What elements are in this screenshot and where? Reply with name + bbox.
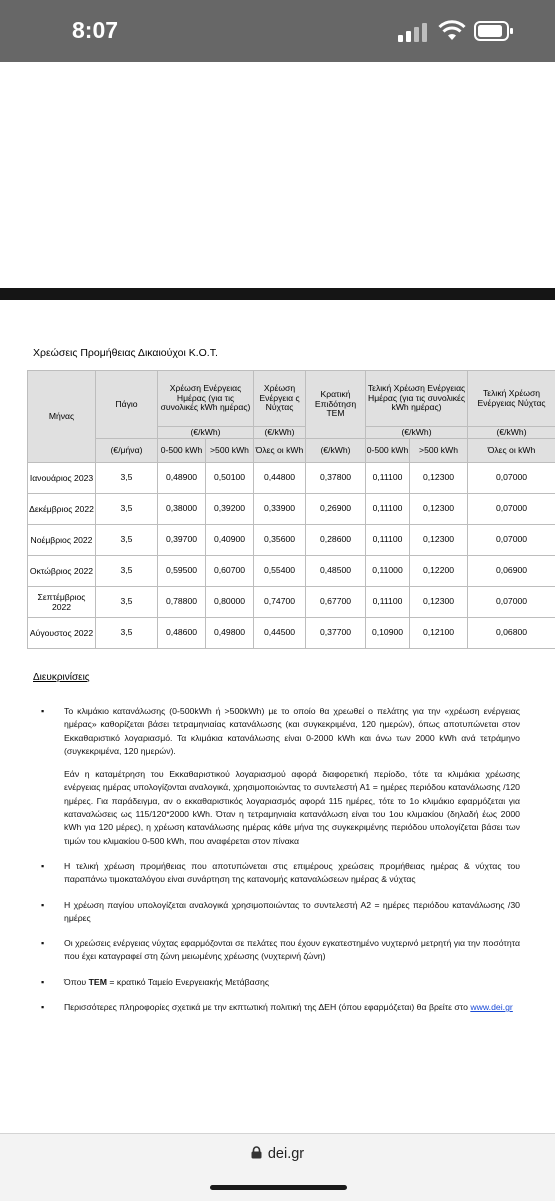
bullet-icon: ▪ (41, 937, 44, 950)
dei-website-link[interactable]: www.dei.gr (470, 1002, 513, 1012)
cell-final-night: 0,07000 (468, 463, 555, 494)
header-day-tier1: 0-500 kWh (158, 439, 206, 463)
address-bar[interactable] (0, 1146, 555, 1162)
cell-final-day-tier1: 0,11100 (366, 494, 410, 525)
table-row (28, 525, 555, 556)
cell-final-day-tier1: 0,11000 (366, 556, 410, 587)
cell-final-day-tier2: 0,12300 (410, 587, 468, 618)
cell-final-night: 0,06800 (468, 618, 555, 649)
note-tier-text: Το κλιμάκιο κατανάλωσης (0-500kWh ή >500kWh) με το οποίο θα χρεωθεί ο πελάτης για την «χρέωση ενέργειας ημέρας» καθορίζεται βάσει τετραμηνιαίας κατανάλωσης (και συγκεκριμένα, 120 ημερών), όπως αποτυπώνεται στον Εκκαθαριστικό λογαριασμό. Τα κλιμάκια κατανάλωσης είναι 0-2000 kWh και άνω των 2000 kWh ανά τετράμηνο (συγκεκριμένα, 120 ημερών). (64, 705, 520, 758)
header-month: Μήνας (28, 371, 96, 463)
cell-night: 0,55400 (254, 556, 306, 587)
cell-day-tier2: 0,60700 (206, 556, 254, 587)
header-subsidy-unit: (€/kWh) (306, 439, 366, 463)
cell-final-night: 0,06900 (468, 556, 555, 587)
cell-subsidy: 0,28600 (306, 525, 366, 556)
note-tem-abbrev: ΤΕΜ (89, 977, 107, 987)
cell-day-tier1: 0,38000 (158, 494, 206, 525)
header-fixed: Πάγιο (96, 371, 158, 439)
cell-final-night: 0,07000 (468, 494, 555, 525)
note-more-info-text: Περισσότερες πληροφορίες σχετικά με την εκπτωτική πολιτική της ΔΕΗ (όπου εφαρμόζεται) θα βρείτε στο (64, 1002, 470, 1012)
cell-fixed: 3,5 (96, 587, 158, 618)
header-final-night-all: Όλες οι kWh (468, 439, 555, 463)
cell-day-tier1: 0,78800 (158, 587, 206, 618)
list-item (34, 705, 520, 848)
cell-month: Δεκέμβριος 2022 (28, 494, 96, 525)
cell-final-night: 0,07000 (468, 587, 555, 618)
wifi-icon (438, 20, 466, 42)
cell-final-day-tier2: 0,12300 (410, 463, 468, 494)
cell-night: 0,35600 (254, 525, 306, 556)
note-tem-suffix: = κρατικό Ταμείο Ενεργειακής Μετάβασης (107, 977, 269, 987)
bullet-icon: ▪ (41, 1001, 44, 1014)
cell-final-day-tier2: 0,12300 (410, 494, 468, 525)
table-row (28, 463, 555, 494)
header-final-night: Τελική Χρέωση Ενέργειας Νύχτας (468, 371, 555, 427)
fees-table (27, 370, 555, 649)
note-fixed-charge-text: Η χρέωση παγίου υπολογίζεται αναλογικά χρησιμοποιώντας το συντελεστή Α2 = ημέρες περιόδου κατανάλωσης /30 ημέρες (64, 900, 520, 923)
cell-fixed: 3,5 (96, 618, 158, 649)
cell-final-day-tier1: 0,11100 (366, 525, 410, 556)
cell-fixed: 3,5 (96, 525, 158, 556)
cell-day-tier2: 0,50100 (206, 463, 254, 494)
table-row (28, 556, 555, 587)
header-fixed-unit: (€/μήνα) (96, 439, 158, 463)
cell-month: Σεπτέμβριος 2022 (28, 587, 96, 618)
cell-month: Οκτώβριος 2022 (28, 556, 96, 587)
page-divider-bar (0, 288, 555, 300)
status-time: 8:07 (72, 17, 118, 44)
header-final-day-unit: (€/kWh) (366, 427, 468, 439)
url-text: dei.gr (268, 1146, 304, 1162)
battery-icon (474, 20, 514, 42)
cell-day-tier2: 0,40900 (206, 525, 254, 556)
list-item (34, 937, 520, 964)
cell-fixed: 3,5 (96, 494, 158, 525)
document-title: Χρεώσεις Προμήθειας Δικαιούχοι Κ.Ο.Τ. (33, 347, 218, 359)
cell-night: 0,74700 (254, 587, 306, 618)
cellular-signal-icon (398, 22, 434, 42)
status-bar (0, 0, 555, 62)
lock-icon (251, 1146, 262, 1159)
header-subsidy: Κρατική Επιδότηση ΤΕΜ (306, 371, 366, 439)
table-row (28, 494, 555, 525)
list-item (34, 1001, 520, 1014)
cell-final-day-tier1: 0,11100 (366, 587, 410, 618)
cell-final-day-tier2: 0,12100 (410, 618, 468, 649)
note-tem-prefix: Όπου (64, 977, 89, 987)
cell-day-tier2: 0,39200 (206, 494, 254, 525)
cell-subsidy: 0,26900 (306, 494, 366, 525)
header-final-tier1: 0-500 kWh (366, 439, 410, 463)
cell-day-tier1: 0,48600 (158, 618, 206, 649)
header-night-all: Όλες οι kWh (254, 439, 306, 463)
cell-subsidy: 0,48500 (306, 556, 366, 587)
cell-day-tier1: 0,48900 (158, 463, 206, 494)
header-final-night-unit: (€/kWh) (468, 427, 555, 439)
list-item (34, 860, 520, 887)
bullet-icon: ▪ (41, 976, 44, 989)
cell-subsidy: 0,37700 (306, 618, 366, 649)
cell-night: 0,44800 (254, 463, 306, 494)
cell-night: 0,44500 (254, 618, 306, 649)
cell-final-day-tier2: 0,12200 (410, 556, 468, 587)
cell-fixed: 3,5 (96, 463, 158, 494)
cell-month: Αύγουστος 2022 (28, 618, 96, 649)
header-day-unit: (€/kWh) (158, 427, 254, 439)
header-night-charge: Χρέωση Ενέργεια ς Νύχτας (254, 371, 306, 427)
table-row (28, 587, 555, 618)
browser-bottom-bar (0, 1133, 555, 1201)
bullet-icon: ▪ (41, 899, 44, 912)
header-final-tier2: >500 kWh (410, 439, 468, 463)
list-item (34, 899, 520, 926)
header-night-unit: (€/kWh) (254, 427, 306, 439)
table-row (28, 618, 555, 649)
cell-final-day-tier1: 0,10900 (366, 618, 410, 649)
cell-month: Ιανουάριος 2023 (28, 463, 96, 494)
cell-day-tier1: 0,59500 (158, 556, 206, 587)
cell-subsidy: 0,67700 (306, 587, 366, 618)
list-item (34, 976, 520, 989)
header-final-day: Τελική Χρέωση Ενέργειας Ημέρας (για τις συνολικές kWh ημέρας) (366, 371, 468, 427)
explanations-heading: Διευκρινίσεις (33, 672, 90, 683)
header-day-charge: Χρέωση Ενέργειας Ημέρας (για τις συνολικές kWh ημέρας) (158, 371, 254, 427)
cell-month: Νοέμβριος 2022 (28, 525, 96, 556)
cell-day-tier2: 0,80000 (206, 587, 254, 618)
note-night-charge-text: Οι χρεώσεις ενέργειας νύχτας εφαρμόζονται σε πελάτες που έχουν εγκατεστημένο νυχτερινό μετρητή για την ποσότητα που έχει καταγραφεί στη ζώνη μειωμένης χρέωσης (νυχτερινή ζώνη) (64, 938, 520, 961)
header-day-tier2: >500 kWh (206, 439, 254, 463)
cell-day-tier1: 0,39700 (158, 525, 206, 556)
cell-subsidy: 0,37800 (306, 463, 366, 494)
home-indicator[interactable] (210, 1185, 347, 1190)
note-tier-proportional-text: Εάν η καταμέτρηση του Εκκαθαριστικού λογαριασμού αφορά διαφορετική περίοδο, τότε τα κλιμάκια χρέωσης ενέργειας ημέρας υπολογίζονται αναλογικά, χρησιμοποιώντας το συντελεστή Α1 = ημέρες περιόδου κατανάλωσης /120 ημέρες. Για παράδειγμα, αν ο εκκαθαριστικός λογαριασμός αφορά 115 ημέρες, τότε το 1ο κλιμάκιο εφαρμόζεται για καταναλώσεις ως 115/120*2000 kWh. Όταν η τετραμηνιαία κατανάλωση είναι του 1ου κλιμακίου (δηλαδή έως 2000 kWh για 120 μέρες), η χρέωση κατανάλωσης ημέρας κάθε μήνα της συγκεκριμένης περιόδου υπολογίζεται βάσει των τιμών του κλιμακίου 0-500 kWh, που αναφέρεται στον πίνακα (64, 768, 520, 848)
bullet-icon: ▪ (41, 860, 44, 873)
explanations-list (34, 705, 520, 1026)
cell-night: 0,33900 (254, 494, 306, 525)
note-final-charge-text: Η τελική χρέωση προμήθειας που αποτυπώνεται στις επιμέρους χρεώσεις προμήθειας ημέρας & νύχτας του παραπάνω τιμοκαταλόγου είναι συνάρτηση της κατανομής καταναλώσεων ημέρας & νύχτας (64, 861, 520, 884)
cell-final-day-tier1: 0,11100 (366, 463, 410, 494)
cell-day-tier2: 0,49800 (206, 618, 254, 649)
cell-final-night: 0,07000 (468, 525, 555, 556)
cell-final-day-tier2: 0,12300 (410, 525, 468, 556)
cell-fixed: 3,5 (96, 556, 158, 587)
bullet-icon: ▪ (41, 705, 44, 718)
